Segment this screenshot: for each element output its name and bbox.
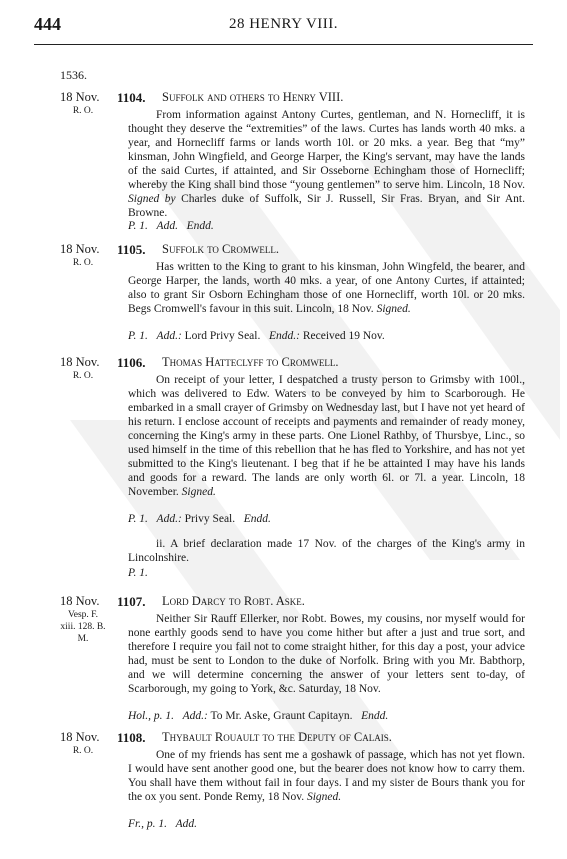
entry-foot [128, 330, 385, 342]
entry-title: Thybault Rouault to the Deputy of Calais. [162, 730, 392, 744]
entry-body [128, 612, 525, 696]
entry-title: Lord Darcy to Robt. Aske. [162, 594, 305, 608]
entry-source: R. O. [72, 746, 94, 756]
signed-mark: Signed. [306, 791, 342, 803]
entry-body [128, 373, 525, 499]
foot-add-text: Lord Privy Seal. [184, 330, 261, 342]
page-number: 444 [34, 14, 61, 34]
entry-number: 1104. [117, 90, 146, 105]
entry-title: Suffolk and others to Henry VIII. [162, 90, 344, 104]
foot-add: Add.: [182, 710, 208, 722]
foot-endd-text: Received 19 Nov. [302, 330, 385, 342]
signed-by: Charles duke of Suffolk, Sir J. Russell, Sir Fras. Bryan, and Sir Ant. Browne. [128, 193, 526, 219]
entry-foot [128, 513, 271, 525]
entry-date: 18 Nov. [60, 730, 100, 744]
entry-source: Vesp. F. xiii. 128. B. M. [60, 610, 106, 644]
entry-body-text: Has written to the King to grant to his kinsman, John Wingfeld, the bearer, and George Harper, the lands, worth 40 mks. a year, of one Antony Curtes, if attainted; also to grant Sir Osborn Echingham those of one Hornecliff, worth 10l. or 20 mks. Begs Cromwell's favour in this suit. Lincoln, 18 Nov. [128, 261, 525, 315]
entry-date: 18 Nov. [60, 90, 100, 104]
foot-pages: Fr., p. 1. [128, 818, 167, 830]
entry-date: 18 Nov. [60, 355, 100, 369]
entry-body-text: On receipt of your letter, I despatched a trusty person to Grimsby with 100l., which was delivered to Edw. Waters to be conveyed by him to Scarborough. He embarked in a small crayer of Grimsby on Wednesday last, but I have not yet heard of his return. I enclose account of receipts and payments and remainder of ready money, concerning the King's army in these parts. One Lionel Rathby, of Thursbye, Linc., so used himself in the time of this rebellion that he has fled to Yorkshire, and has not yet submitted to the King's lieutenant. I beg that if he be attainted I may have his lands and goods for a reward. The lands are only worth 6l. or 7l. a year. Lincoln, 18 November. [128, 374, 525, 498]
entry-source: R. O. [72, 258, 94, 268]
entry-title: Suffolk to Cromwell. [162, 242, 279, 256]
entry-source: R. O. [72, 371, 94, 381]
foot-endd: Endd. [243, 513, 271, 525]
entry-title: Thomas Hatteclyff to Cromwell. [162, 355, 339, 369]
entry-source: R. O. [72, 106, 94, 116]
entry-body [128, 108, 525, 220]
foot-endd: Endd. [361, 710, 389, 722]
foot-pages: P. 1. [128, 567, 148, 579]
signed-mark: Signed. [376, 303, 411, 315]
foot-pages: P. 1. [128, 220, 148, 232]
foot-endd: Endd.: [268, 330, 300, 342]
entry-date: 18 Nov. [60, 594, 100, 608]
year-label: 1536. [60, 68, 87, 82]
entry-subdocument: ii. A brief declaration made 17 Nov. of the charges of the King's army in Lincolnshire. [128, 538, 525, 564]
foot-add: Add. [175, 818, 198, 830]
foot-add: Add.: [156, 330, 182, 342]
foot-add-text: Privy Seal. [184, 513, 236, 525]
entry-body [128, 748, 525, 804]
entry-body [128, 260, 525, 316]
page-header [0, 14, 567, 36]
entry-number: 1107. [117, 594, 146, 609]
foot-endd: Endd. [186, 220, 214, 232]
entry-body-text: One of my friends has sent me a goshawk of passage, which has not yet flown. I would have sent another good one, but the bearer does not know how to carry them. You shall have them without fail in four days. I and my sister de Bours thank you for the ox you sent. Ponde Remy, 18 Nov. [128, 749, 525, 803]
entry-number: 1108. [117, 730, 146, 745]
entry-number: 1106. [117, 355, 146, 370]
foot-add-text: To Mr. Aske, Graunt Capitayn. [210, 710, 353, 722]
foot-pages: P. 1. [128, 513, 148, 525]
entry-body-text: Neither Sir Rauff Ellerker, nor Robt. Bowes, my cousins, nor myself would for none earthly goods send to have you come hither but after a just and true sort, and therefore I require you fail not to come straight hither, for this day a post, your advice had, must be sent to London to the duke of Norfolk. Bring with you Mr. Babthorp, and we will determine concerning the answer of your letters sent to-day, of Scarborough, my going to York, &c. Saturday, 18 Nov. [128, 613, 525, 695]
entry-subdocument-foot [128, 567, 148, 579]
header-rule [34, 44, 533, 45]
foot-pages: Hol., p. 1. [128, 710, 174, 722]
entry-body-text: From information against Antony Curtes, gentleman, and N. Hornecliff, it is thought they deserve the “extremities” of the laws. Curtes has lands worth 40 mks. a year, and Hornecliff farms or lands worth 10l. or 20 mks. a year. Beg that “my” kinsman, John Wingfield, and George Harper, the King's servant, may have the lands of the said Curtes, if attainted, and Sir Osseborne Echingham those of Hornecliff; whereby the King shall bind those “young gentlemen” to serve him. Lincoln, 18 Nov. [128, 109, 525, 191]
foot-pages: P. 1. [128, 330, 148, 342]
signed-label: Signed by [128, 193, 176, 205]
entry-date: 18 Nov. [60, 242, 100, 256]
entry-foot [128, 710, 388, 722]
signed-mark: Signed. [181, 486, 216, 498]
entry-foot [128, 220, 214, 232]
entry-number: 1105. [117, 242, 146, 257]
entry-foot [128, 818, 197, 830]
foot-add: Add.: [156, 513, 182, 525]
foot-add: Add. [156, 220, 178, 232]
running-title: 28 HENRY VIII. [228, 16, 339, 32]
